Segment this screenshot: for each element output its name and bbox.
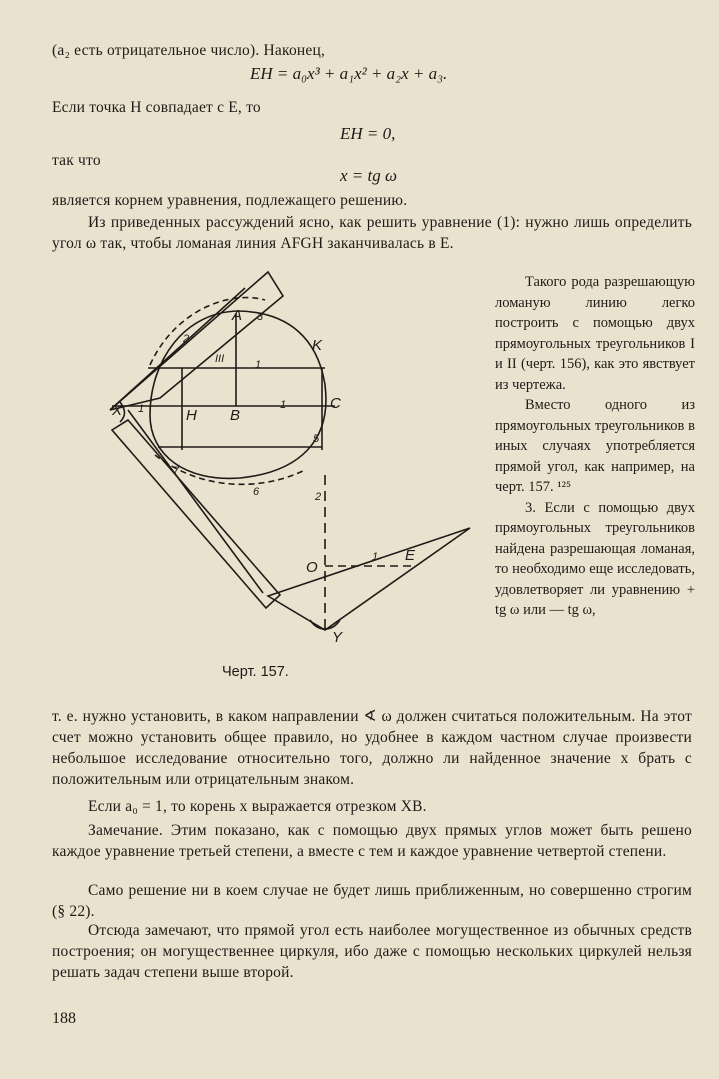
ray-to-lower [128, 410, 263, 593]
text-line-3: так что [52, 152, 101, 169]
label-roman-1: 1 [255, 359, 262, 371]
paragraph-2: т. е. нужно установить, в каком направлении ∢ ω должен считаться положительным. На этот счет можно установить общее правило, но удобнее в каждом частном случае произвести небольшое исследование относительно того, должно ли найденное значение x брать с положительным или отрицательным знаком. [52, 708, 692, 788]
paragraph-1: Из приведенных рассуждений ясно, как решить уравнение (1): нужно лишь определить угол ω так, чтобы ломаная линия AFGH заканчивалась в E. [52, 214, 692, 252]
label-roman-3: III [215, 353, 225, 365]
text-line-1: (a₂ есть отрицательное число). Наконец, [52, 42, 326, 59]
label-2: 2 [183, 333, 190, 345]
label-b: B [230, 407, 241, 424]
paragraph-4: Замечание. Этим показано, как с помощью двух прямых углов может быть решено каждое уравнение третьей степени, а вместе с тем и каждое уравнение четвертой степени. [52, 822, 692, 860]
right-paragraph-3: 3. Если с помощью двух прямоугольных треугольников найдена разрешающая ломаная, то необходимо еще исследовать, удовлетворяет ли уравнению + tg ω или — tg ω, [495, 499, 695, 618]
paragraph-6: Отсюда замечают, что прямой угол есть наиболее могущественное из обычных средств построения; он могущественнее циркуля, ибо даже с помощью нескольких циркулей нельзя решать задач степени выше второй. [52, 922, 692, 981]
label-x: X [112, 402, 123, 419]
text-line-2: Если точка H совпадает с E, то [52, 99, 261, 116]
label-5: 5 [313, 433, 320, 445]
equation-eh: EH = a₀x³ + a₁x² + a₂x + a₃. [250, 64, 448, 83]
equation-x-tg: x = tg ω [340, 166, 397, 185]
label-7: 7 [173, 465, 180, 477]
label-a: A [232, 307, 243, 324]
paragraph-5: Само решение ни в коем случае не будет лишь приближенным, но совершенно строгим (§ 22). [52, 882, 692, 920]
label-h: H [186, 407, 197, 424]
paragraph-3: Если a₀ = 1, то корень x выражается отрезком XB. [88, 798, 427, 815]
label-y: Y [332, 629, 343, 646]
right-paragraph-1: Такого рода разрешающую ломаную линию легко построить с помощью двух прямоугольных треугольников I и II (черт. 156), как это явствует из чертежа. [495, 274, 695, 393]
label-1: 1 [138, 403, 145, 415]
label-6: 6 [253, 486, 260, 498]
ray-to-a [110, 288, 245, 410]
label-1c: 1 [372, 551, 379, 563]
label-1d: 1 [280, 399, 287, 411]
ruler-strip-top [110, 272, 283, 410]
triangle-lower [268, 528, 470, 630]
figure-caption: Черт. 157. [222, 664, 289, 680]
label-2b: 2 [315, 491, 322, 503]
text-line-4: является корнем уравнения, подлежащего решению. [52, 192, 408, 209]
page-number: 188 [52, 1010, 76, 1027]
ruler-strip-bottom [112, 420, 280, 608]
polygon-curve [150, 311, 326, 478]
right-paragraph-2: Вместо одного из прямоугольных треугольников в иных случаях употребляется прямой угол, как например, на черт. 157. ¹²⁵ [495, 397, 695, 495]
label-k: K [312, 337, 323, 354]
label-3: 3 [257, 311, 264, 323]
label-o: O [306, 559, 318, 576]
label-e: E [405, 547, 416, 564]
label-c: C [330, 395, 341, 412]
equation-eh-zero: EH = 0, [340, 124, 396, 143]
dashed-arc-top [150, 298, 265, 365]
